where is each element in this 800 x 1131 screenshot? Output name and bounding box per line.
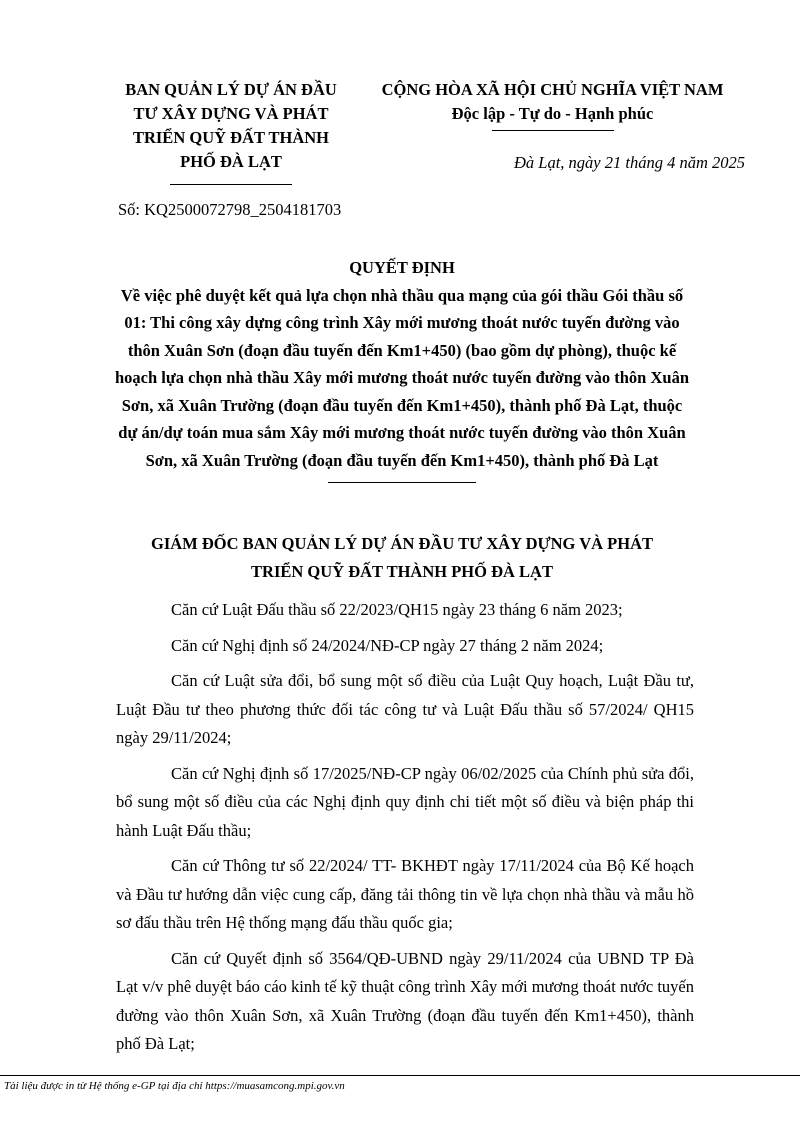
footer-note: Tài liệu được in từ Hệ thống e-GP tại địa chỉ https://muasamcong.mpi.gov.vn	[4, 1080, 345, 1092]
decision-heading: QUYẾT ĐỊNH	[349, 258, 455, 277]
footer-divider	[0, 1075, 800, 1076]
agency-divider	[170, 184, 292, 185]
decision-title-block	[112, 254, 692, 483]
legal-basis-paragraph: Căn cứ Nghị định số 17/2025/NĐ-CP ngày 06/02/2025 của Chính phủ sửa đổi, bổ sung một số điều của các Nghị định quy định chi tiết một số điều và biện pháp thi hành Luật Đấu thầu;	[116, 763, 694, 840]
nation-title: CỘNG HÒA XÃ HỘI CHỦ NGHĨA VIỆT NAM	[381, 80, 724, 99]
decision-subject: Về việc phê duyệt kết quả lựa chọn nhà thầu qua mạng của gói thầu Gói thầu số 01: Thi công xây dựng công trình Xây mới mương thoát nước tuyến đường vào thôn Xuân Sơn (đoạn đầu tuyến đến Km1+450) (bao gồm dự phòng), thuộc kế hoạch lựa chọn nhà thầu Xây mới mương thoát nước tuyến đường vào thôn Xuân Sơn, xã Xuân Trường (đoạn đầu tuyến đến Km1+450), thành phố Đà Lạt, thuộc dự án/dự toán mua sắm Xây mới mương thoát nước tuyến đường vào thôn Xuân Sơn, xã Xuân Trường (đoạn đầu tuyến đến Km1+450), thành phố Đà Lạt	[114, 285, 689, 470]
motto-divider	[492, 130, 614, 131]
director-line: GIÁM ĐỐC BAN QUẢN LÝ DỰ ÁN ĐẦU TƯ XÂY DỰNG VÀ PHÁT	[150, 534, 654, 553]
legal-bases	[116, 596, 694, 1066]
issue-date: Đà Lạt, ngày 21 tháng 4 năm 2025	[514, 153, 745, 172]
legal-basis-paragraph: Căn cứ Quyết định số 3564/QĐ-UBND ngày 29/11/2024 của UBND TP Đà Lạt v/v phê duyệt báo cáo kinh tế kỹ thuật công trình Xây mới mương thoát nước tuyến đường vào thôn Xuân Sơn, xã Xuân Trường (đoạn đầu tuyến đến Km1+450), thành phố Đà Lạt;	[116, 948, 694, 1053]
agency-line: TRIỂN QUỸ ĐẤT THÀNH	[132, 128, 330, 147]
agency-line: PHỐ ĐÀ LẠT	[180, 152, 282, 171]
legal-basis-paragraph: Căn cứ Thông tư số 22/2024/ TT- BKHĐT ngày 17/11/2024 của Bộ Kế hoạch và Đầu tư hướng dẫn việc cung cấp, đăng tải thông tin về lựa chọn nhà thầu và mẫu hồ sơ đấu thầu trên Hệ thống mạng đấu thầu quốc gia;	[116, 856, 694, 932]
agency-line: BAN QUẢN LÝ DỰ ÁN ĐẦU	[125, 80, 337, 99]
issuing-agency	[100, 78, 362, 185]
director-line: TRIỂN QUỸ ĐẤT THÀNH PHỐ ĐÀ LẠT	[251, 561, 553, 581]
agency-line: TƯ XÂY DỰNG VÀ PHÁT	[133, 104, 329, 123]
title-divider	[328, 482, 476, 483]
director-title	[112, 530, 692, 585]
motto: Độc lập - Tự do - Hạnh phúc	[451, 104, 654, 123]
legal-basis-paragraph: Căn cứ Nghị định số 24/2024/NĐ-CP ngày 27 tháng 2 năm 2024;	[171, 635, 604, 655]
legal-basis-paragraph: Căn cứ Luật Đấu thầu số 22/2023/QH15 ngày 23 tháng 6 năm 2023;	[171, 600, 623, 619]
legal-basis-paragraph: Căn cứ Luật sửa đổi, bổ sung một số điều của Luật Quy hoạch, Luật Đầu tư, Luật Đầu tư theo phương thức đối tác công tư và Luật Đấu thầu số 57/2024/ QH15 ngày 29/11/2024;	[116, 671, 694, 747]
national-header	[365, 78, 740, 131]
document-number: Số: KQ2500072798_2504181703	[118, 200, 342, 219]
